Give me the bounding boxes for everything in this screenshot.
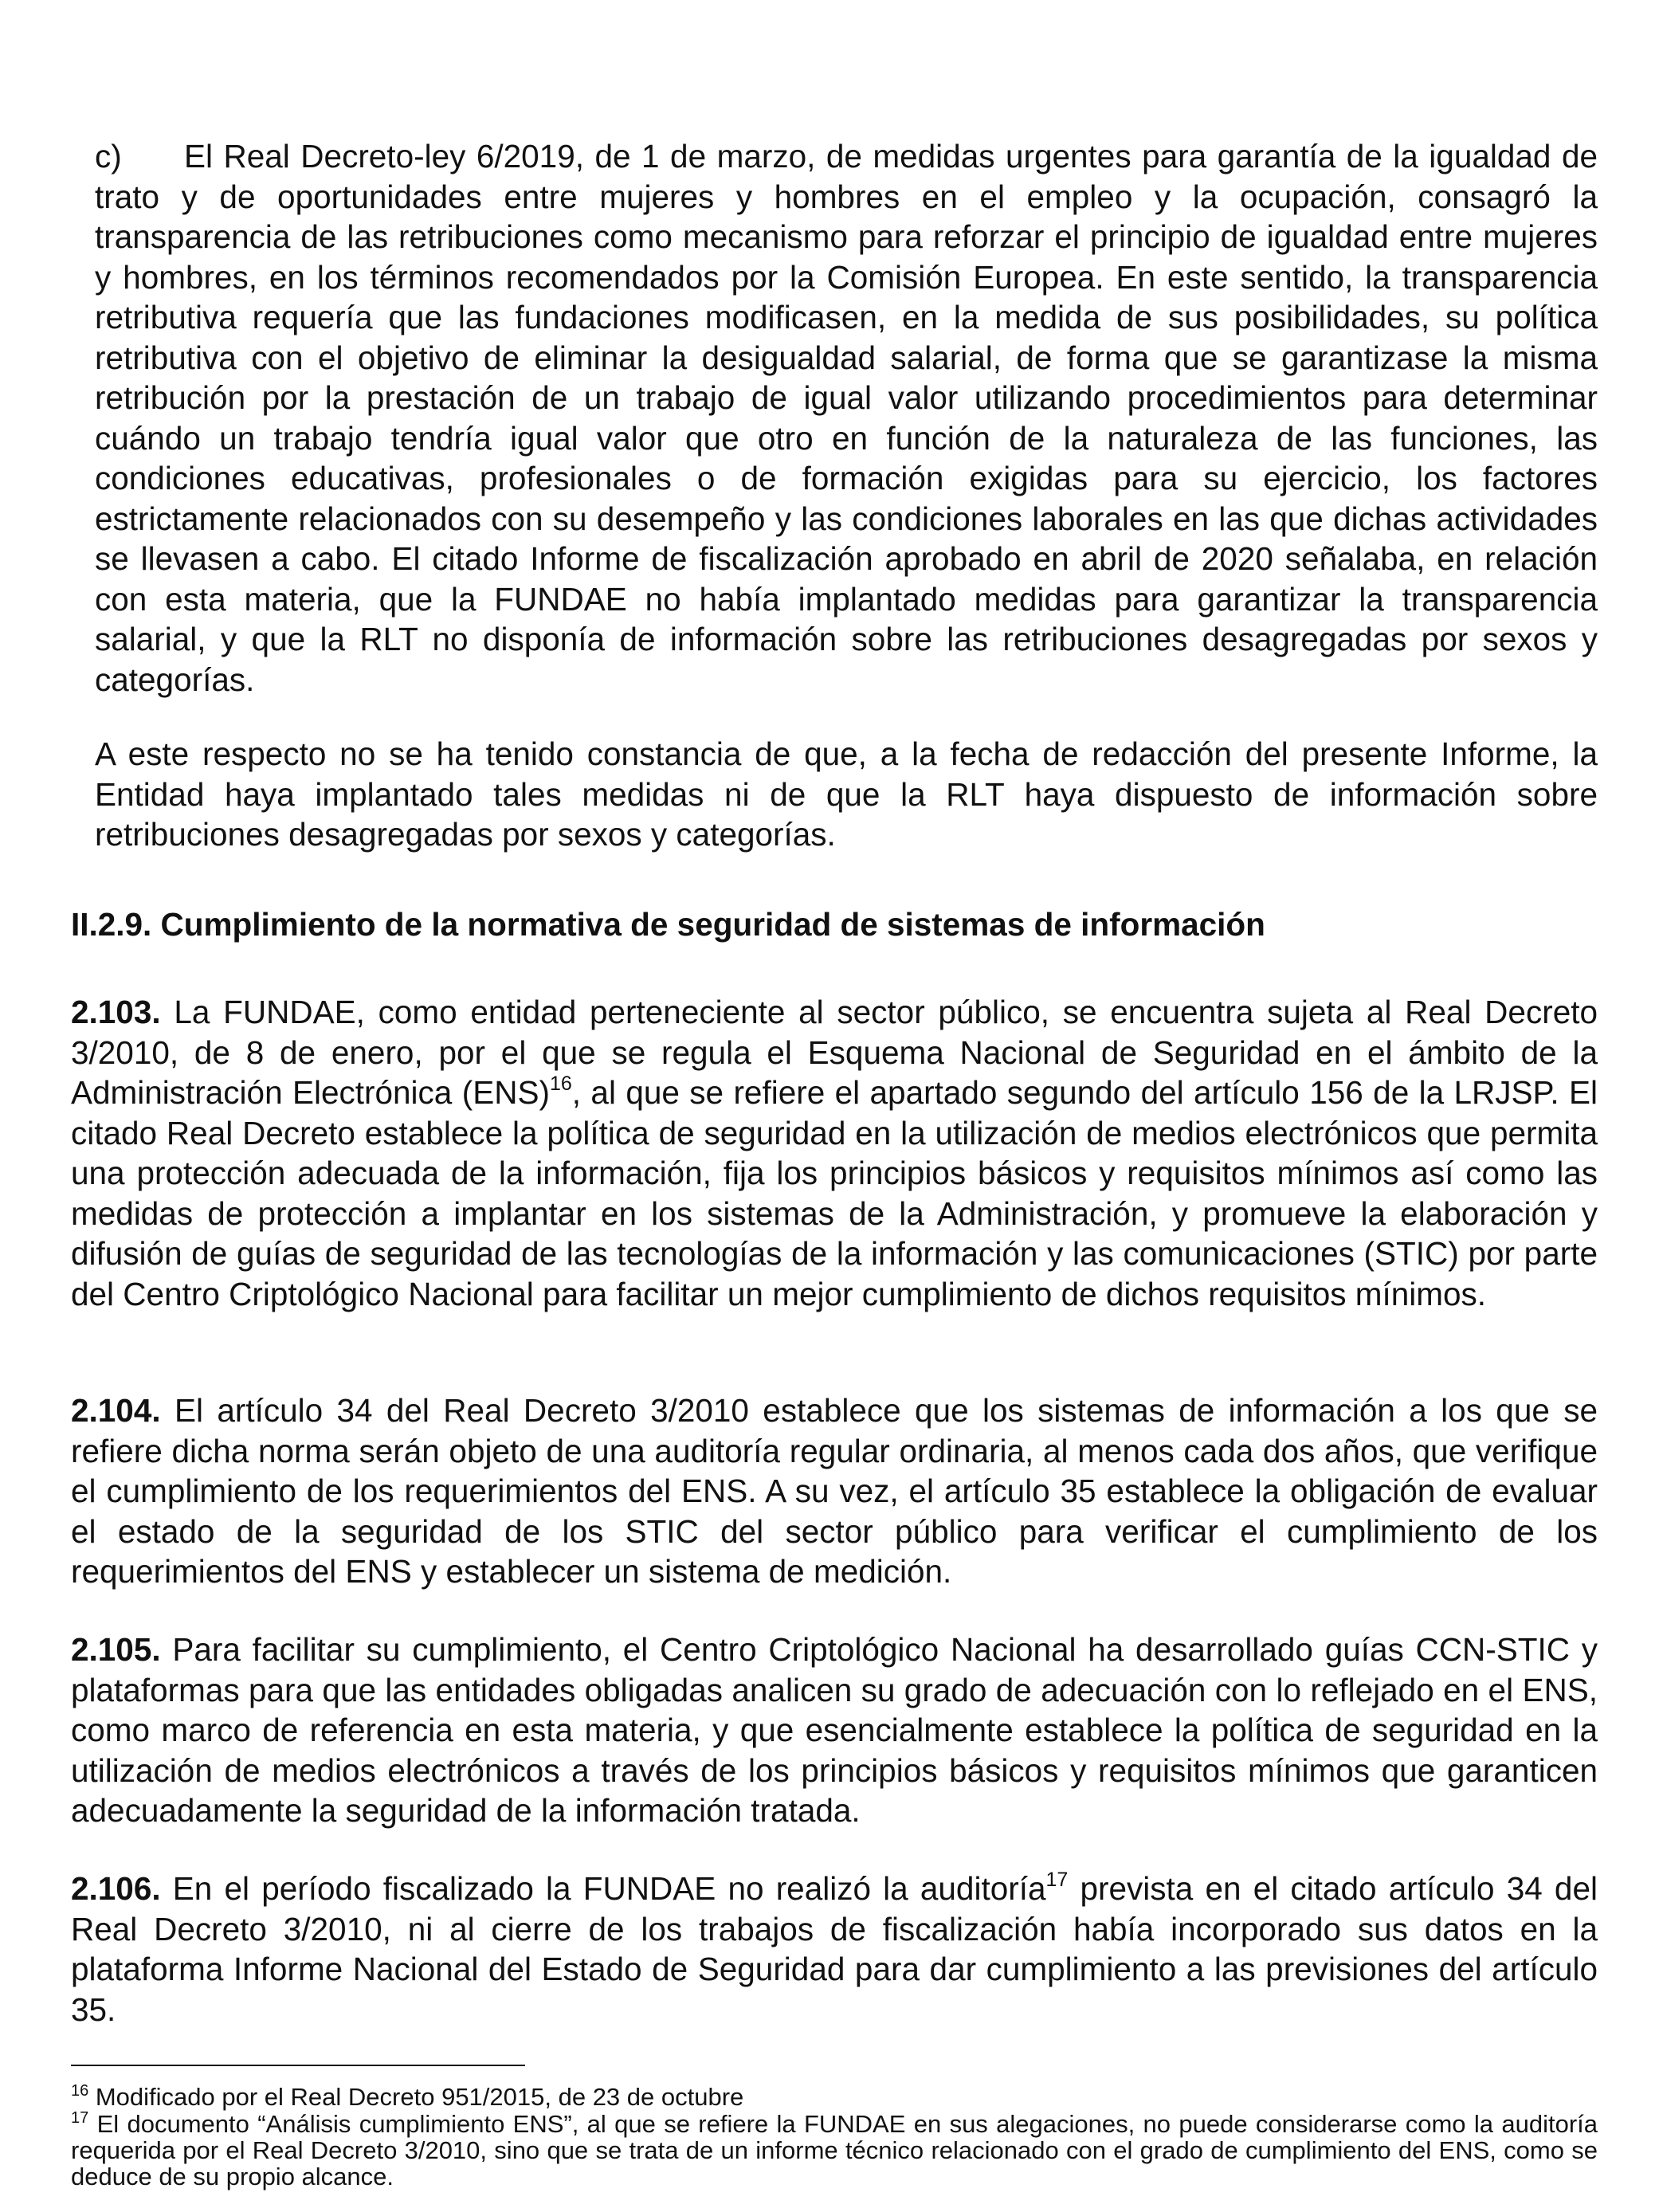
paragraph-2104-text: El artículo 34 del Real Decreto 3/2010 establece que los sistemas de información a los que se refiere dicha norma serán objeto de una auditoría regular ordinaria, al menos cada dos años, que verifique el cumplimiento de los requerimientos del ENS. A su vez, el artículo 35 establece la obligación de evaluar el estado de la seguridad de los STIC del sector público para verificar el cumplimiento de los requerimientos del ENS y establecer un sistema de medición. xyxy=(71,1392,1598,1590)
footnote-17-text: El documento “Análisis cumplimiento ENS”, al que se refiere la FUNDAE en sus alegaciones, no puede considerarse como la auditoría requerida por el Real Decreto 3/2010, sino que se trata de un informe técnico relacionado con el grado de cumplimiento del ENS, como se deduce de su propio alcance. xyxy=(71,2110,1598,2190)
footnote-17-marker: 17 xyxy=(71,2109,89,2127)
paragraph-c-label: c) xyxy=(95,138,122,175)
paragraph-c xyxy=(95,136,1598,700)
paragraph-2105 xyxy=(71,1630,1598,1831)
paragraph-2103-text-a: La FUNDAE, como entidad perteneciente al sector público, se encuentra sujeta al Real Decreto 3/2010, de 8 de enero, por el que se regula el Esquema Nacional de Seguridad en el ámbito de la Administración Electrónica (ENS) xyxy=(71,994,1598,1111)
paragraph-c-followup xyxy=(95,734,1598,855)
footnote-ref-17[interactable]: 17 xyxy=(1045,1869,1069,1891)
paragraph-2103-text-b: , al que se refiere el apartado segundo del artículo 156 de la LRJSP. El citado Real Decreto establece la política de seguridad en la utilización de medios electrónicos que permita una protección adecuada de la información, fija los principios básicos y requisitos mínimos así como las medidas de protección a implantar en los sistemas de la Administración, y promueve la elaboración y difusión de guías de seguridad de las tecnologías de la información y las comunicaciones (STIC) por parte del Centro Criptológico Nacional para facilitar un mejor cumplimiento de dichos requisitos mínimos. xyxy=(71,1074,1598,1312)
footnote-divider xyxy=(71,2065,525,2066)
paragraph-2105-number: 2.105. xyxy=(71,1631,161,1668)
footnote-17 xyxy=(71,2111,1598,2190)
footnote-ref-16[interactable]: 16 xyxy=(549,1073,572,1095)
section-heading: II.2.9. Cumplimiento de la normativa de seguridad de sistemas de información xyxy=(71,906,1265,943)
paragraph-2103 xyxy=(71,992,1598,1314)
footnote-16-text: Modificado por el Real Decreto 951/2015, de 23 de octubre xyxy=(88,2083,744,2111)
paragraph-2103-number: 2.103. xyxy=(71,994,161,1030)
paragraph-2104-number: 2.104. xyxy=(71,1392,161,1429)
paragraph-2105-text: Para facilitar su cumplimiento, el Centro Criptológico Nacional ha desarrollado guías CCN-STIC y plataformas para que las entidades obligadas analicen su grado de adecuación con lo reflejado en el ENS, como marco de referencia en esta materia, y que esencialmente establece la política de seguridad en la utilización de medios electrónicos a través de los principios básicos y requisitos mínimos que garanticen adecuadamente la seguridad de la información tratada. xyxy=(71,1631,1598,1829)
paragraph-2106 xyxy=(71,1869,1598,2030)
paragraph-2104 xyxy=(71,1390,1598,1592)
paragraph-2106-number: 2.106. xyxy=(71,1870,161,1907)
paragraph-2106-text-a: En el período fiscalizado la FUNDAE no realizó la auditoría xyxy=(172,1870,1046,1907)
paragraph-c-text: El Real Decreto-ley 6/2019, de 1 de marzo, de medidas urgentes para garantía de la igualdad de trato y de oportunidades entre mujeres y hombres en el empleo y la ocupación, consagró la transparencia de las retribuciones como mecanismo para reforzar el principio de igualdad entre mujeres y hombres, en los términos recomendados por la Comisión Europea. En este sentido, la transparencia retributiva requería que las fundaciones modificasen, en la medida de sus posibilidades, su política retributiva con el objetivo de eliminar la desigualdad salarial, de forma que se garantizase la misma retribución por la prestación de un trabajo de igual valor utilizando procedimientos para determinar cuándo un trabajo tendría igual valor que otro en función de la naturaleza de las funciones, las condiciones educativas, profesionales o de formación exigidas para su ejercicio, los factores estrictamente relacionados con su desempeño y las condiciones laborales en las que dichas actividades se llevasen a cabo. El citado Informe de fiscalización aprobado en abril de 2020 señalaba, en relación con esta materia, que la FUNDAE no había implantado medidas para garantizar la transparencia salarial, y que la RLT no disponía de información sobre las retribuciones desagregadas por sexos y categorías. xyxy=(95,138,1598,698)
paragraph-c-followup-text: A este respecto no se ha tenido constancia de que, a la fecha de redacción del presente Informe, la Entidad haya implantado tales medidas ni de que la RLT haya dispuesto de información sobre retribuciones desagregadas por sexos y categorías. xyxy=(95,735,1598,853)
footnote-16-marker: 16 xyxy=(71,2082,89,2100)
footnote-16 xyxy=(71,2084,1598,2110)
paragraph-2106-text-b: prevista en el citado artículo 34 del Real Decreto 3/2010, ni al cierre de los trabajos de fiscalización había incorporado sus datos en la plataforma Informe Nacional del Estado de Seguridad para dar cumplimiento a las previsiones del artículo 35. xyxy=(71,1870,1598,2028)
